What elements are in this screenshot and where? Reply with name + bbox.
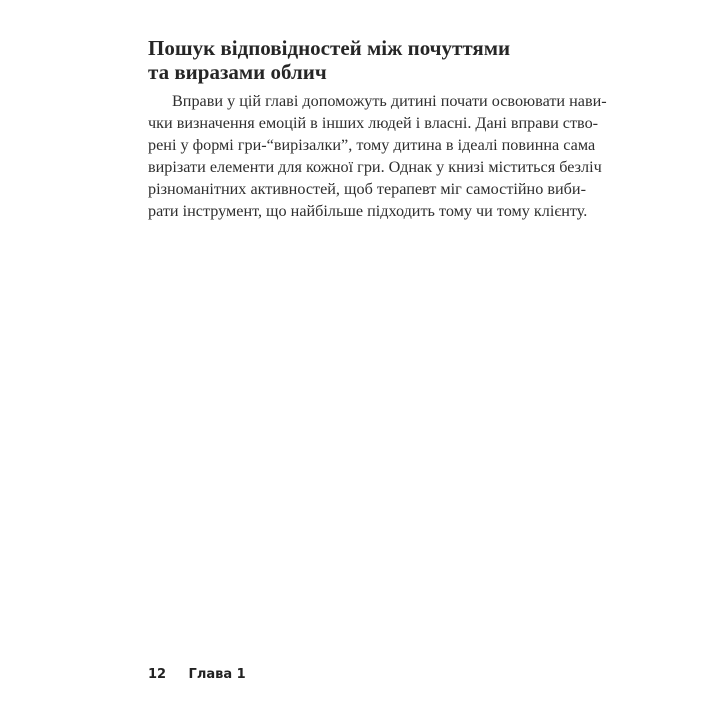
heading-line-1: Пошук відповідностей між почуттями [148,36,511,60]
page-content [148,36,607,222]
page-footer [148,667,246,682]
page-number: 12 [148,667,167,682]
body-paragraph [148,90,607,222]
paragraph-line: рати інструмент, що найбільше підходить тому чи тому клієнту. [148,202,588,220]
paragraph-line: рені у формі гри-“вирізалки”, тому дитина в ідеалі повинна сама [148,136,596,154]
paragraph-line: вирізати елементи для кожної гри. Однак у книзі міститься безліч [148,158,602,176]
chapter-label: Глава 1 [188,667,246,682]
heading-line-2: та виразами облич [148,60,327,84]
paragraph-line: чки визначення емоцій в інших людей і власні. Дані вправи ство- [148,114,599,132]
paragraph-line: Вправи у цій главі допоможуть дитині почати освоювати нави- [172,92,607,110]
paragraph-line: різноманітних активностей, щоб терапевт міг самостійно виби- [148,180,586,198]
section-heading [148,36,574,84]
